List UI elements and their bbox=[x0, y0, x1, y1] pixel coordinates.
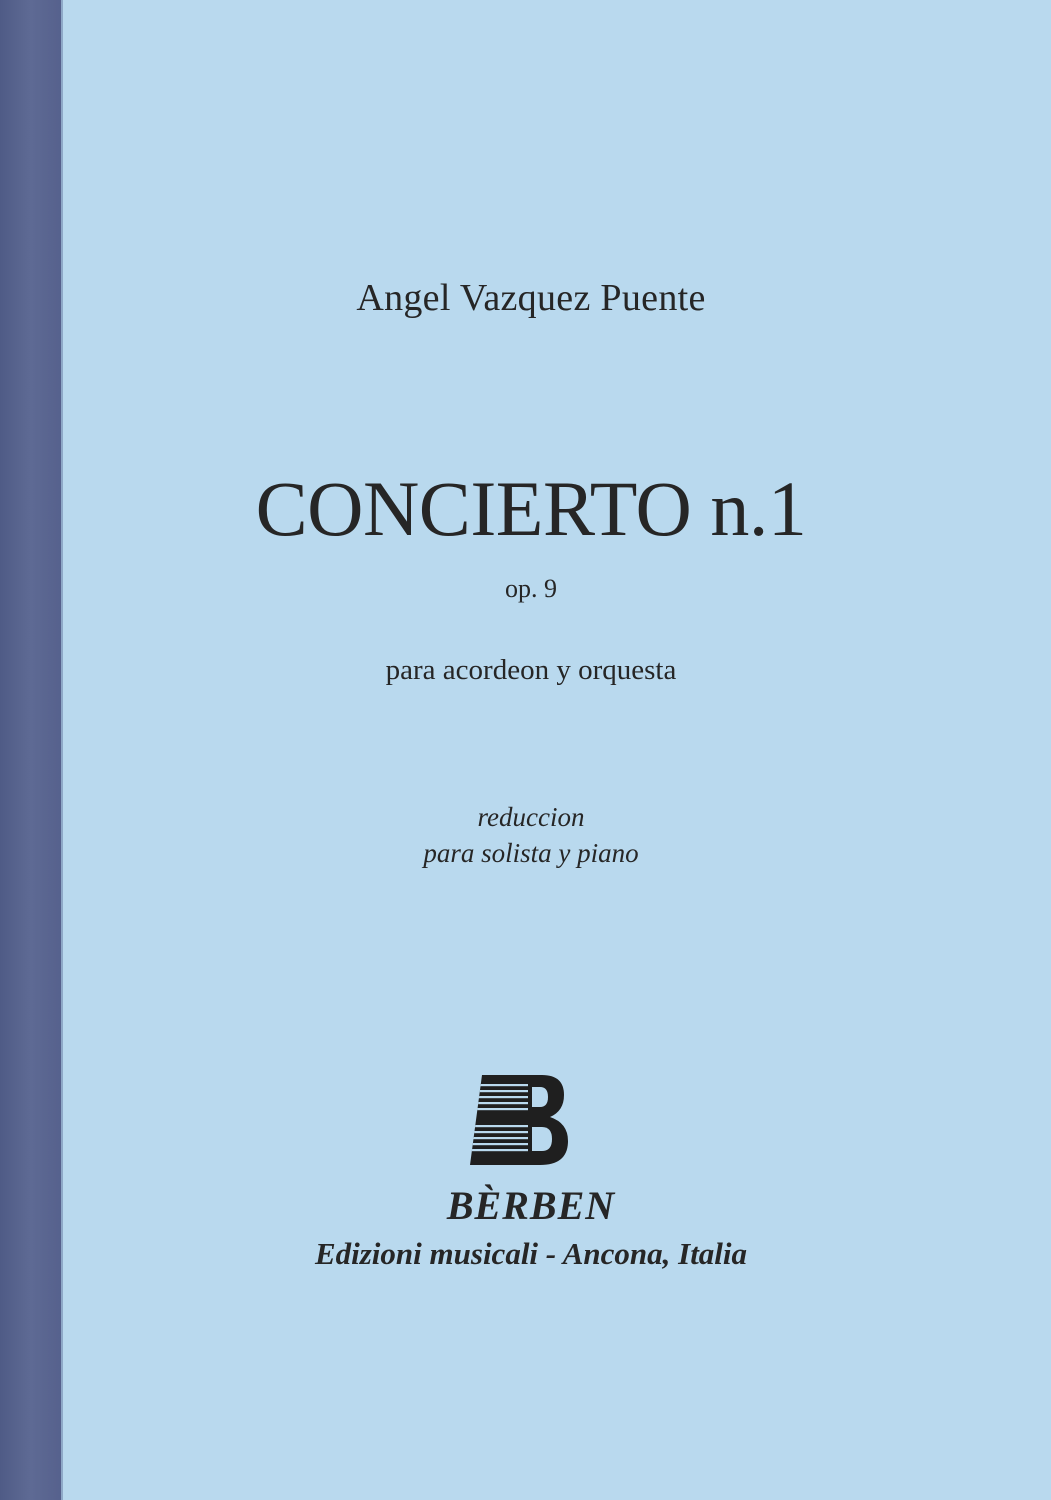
reduction-line-1: reduccion bbox=[477, 802, 585, 832]
work-title: CONCIERTO n.1 bbox=[255, 465, 807, 552]
composer-name: Angel Vazquez Puente bbox=[356, 277, 706, 319]
reduction-line-2: para solista y piano bbox=[423, 838, 639, 868]
publisher-location: Edizioni musicali - Ancona, Italia bbox=[314, 1236, 748, 1271]
publisher-name: BÈRBEN bbox=[446, 1183, 616, 1228]
spine-edge bbox=[61, 0, 63, 1500]
spine-binding bbox=[0, 0, 61, 1500]
berben-b-logo-icon bbox=[470, 1075, 570, 1165]
opus-number: op. 9 bbox=[505, 574, 557, 603]
instrumentation: para acordeon y orquesta bbox=[385, 654, 677, 686]
